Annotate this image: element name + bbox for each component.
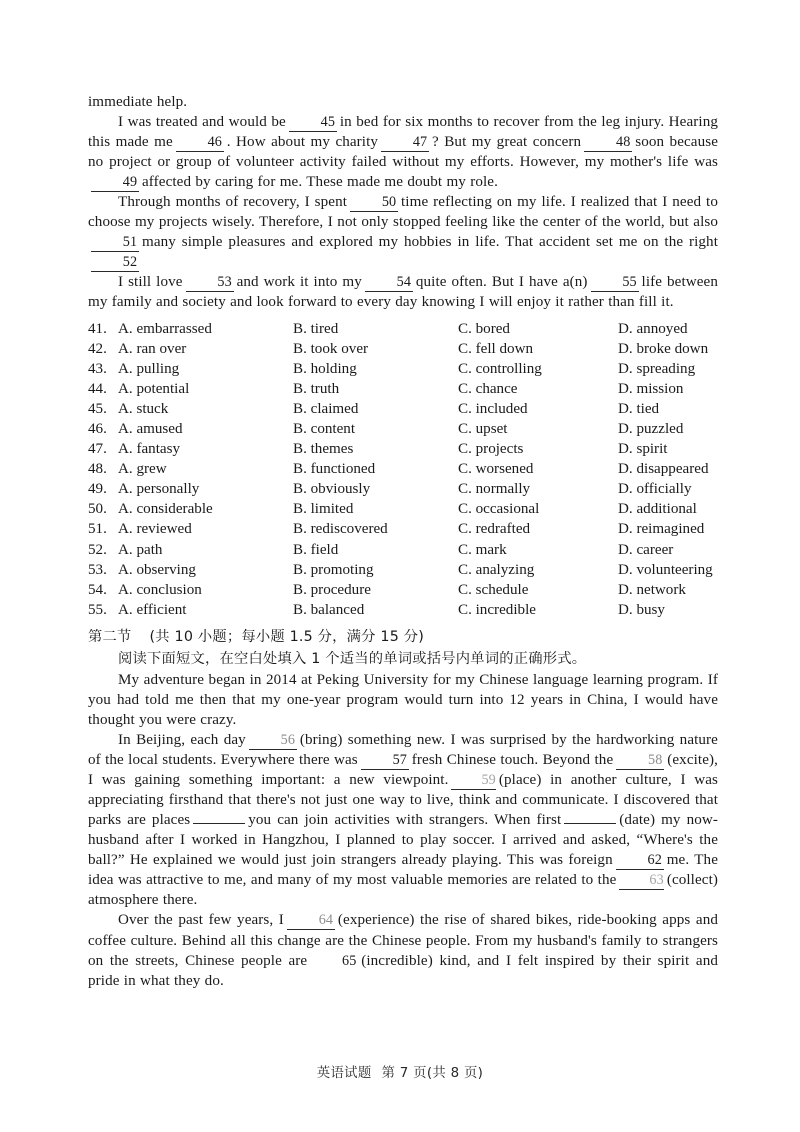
option-d[interactable]: D. reimagined [618, 521, 705, 538]
text-run: In Beijing, each day [118, 732, 246, 749]
section-two-heading [88, 627, 718, 648]
question-number: 53. [88, 561, 107, 578]
option-a[interactable]: A. reviewed [118, 521, 192, 538]
blank-53[interactable]: 53 [186, 274, 234, 292]
grammar-paragraph-2 [88, 730, 718, 910]
blank-62[interactable]: 62 [616, 852, 664, 870]
option-row [88, 499, 718, 519]
question-number: 46. [88, 420, 107, 437]
option-c[interactable]: C. bored [458, 320, 510, 337]
text-run: I was treated and would be [118, 114, 286, 131]
text-run: I still love [118, 274, 183, 291]
option-row [88, 540, 718, 560]
option-b[interactable]: B. field [293, 541, 339, 558]
question-number: 45. [88, 400, 107, 417]
question-number: 42. [88, 340, 107, 357]
option-c[interactable]: C. included [458, 400, 528, 417]
option-b[interactable]: B. claimed [293, 400, 359, 417]
option-row [88, 319, 718, 339]
option-a[interactable]: A. observing [118, 561, 196, 578]
footer-page-number: 第 7 页(共 8 页) [381, 1066, 484, 1081]
text-run: (incredible) kind, and I felt inspired by their spirit and pride in what they do. [88, 952, 718, 989]
option-row [88, 580, 718, 600]
question-number: 44. [88, 380, 107, 397]
text-run: quite often. But I have a(n) [415, 274, 588, 291]
option-d[interactable]: D. additional [618, 501, 697, 518]
text-run: (date) my now-husband after I worked in Hangzhou, I planned to play soccer. I arrived and asked, “Where's the ball?” He explained we would just join strangers already playing. This was foreign [88, 812, 719, 869]
option-a[interactable]: A. embarrassed [118, 320, 212, 337]
option-d[interactable]: D. busy [618, 601, 665, 618]
text-run: in bed for six months to recover from the leg injury. Hearing this made me [88, 114, 718, 151]
option-c[interactable]: C. worsened [458, 461, 534, 478]
cloze-paragraph-3 [88, 272, 718, 312]
text-run: (excite), I was gaining something important: a new viewpoint. [88, 752, 719, 789]
option-a[interactable]: A. potential [118, 380, 190, 397]
option-row [88, 379, 718, 399]
option-c[interactable]: C. incredible [458, 601, 536, 618]
option-b[interactable]: B. took over [293, 340, 369, 357]
blank-64[interactable]: 64 [287, 912, 335, 930]
page-footer [0, 1062, 800, 1081]
option-b[interactable]: B. truth [293, 380, 340, 397]
blank-57[interactable]: 57 [361, 752, 409, 770]
cloze-paragraph-1 [88, 112, 718, 192]
option-a[interactable]: A. efficient [118, 601, 187, 618]
option-a[interactable]: A. grew [118, 461, 167, 478]
option-a[interactable]: A. considerable [118, 501, 213, 518]
question-number: 50. [88, 501, 107, 518]
option-row [88, 519, 718, 539]
option-row [88, 459, 718, 479]
text-run: affected by caring for me. These made me doubt my role. [142, 174, 498, 191]
option-d[interactable]: D. volunteering [618, 561, 713, 578]
text-run: many simple pleasures and explored my hobbies in life. That accident set me on the right [142, 234, 718, 251]
text-run: you can join activities with strangers. When first [248, 812, 562, 829]
option-row [88, 359, 718, 379]
question-number: 43. [88, 360, 107, 377]
text-run: soon because no project or group of volunteer activity failed without my efforts. However, my mother's life was [88, 134, 719, 171]
text-run: fresh Chinese touch. Beyond the [411, 752, 614, 769]
option-b[interactable]: B. obviously [293, 481, 371, 498]
blank-51[interactable]: 51 [91, 234, 139, 252]
question-number: 55. [88, 601, 107, 618]
option-a[interactable]: A. pulling [118, 360, 180, 377]
option-d[interactable]: D. tied [618, 400, 660, 417]
option-d[interactable]: D. spirit [618, 441, 668, 458]
blank-55[interactable]: 55 [591, 274, 639, 292]
question-number: 47. [88, 441, 107, 458]
text-run: time reflecting on my life. I realized that I need to choose my projects wisely. Therefore, I not only stopped feeling like the center of the world, but also [88, 194, 718, 231]
blank-65[interactable]: 65 [342, 952, 357, 969]
option-d[interactable]: D. network [618, 581, 686, 598]
option-c[interactable]: C. chance [458, 380, 518, 397]
blank-47[interactable]: 47 [381, 134, 429, 152]
blank-46[interactable]: 46 [176, 134, 224, 152]
blank-52[interactable]: 52 [91, 254, 139, 272]
text-run: (collect) atmosphere there. [88, 872, 718, 909]
blank-48[interactable]: 48 [584, 134, 632, 152]
option-d[interactable]: D. career [618, 541, 674, 558]
option-d[interactable]: D. spreading [618, 360, 696, 377]
text-run: ? But my great concern [432, 134, 582, 151]
blank-61[interactable] [564, 823, 616, 824]
text-run: . How about my charity [226, 134, 379, 151]
passage-continuation-line: immediate help. [88, 94, 188, 110]
blank-54[interactable]: 54 [365, 274, 413, 292]
option-b[interactable]: B. functioned [293, 461, 376, 478]
option-c[interactable]: C. controlling [458, 360, 542, 377]
option-d[interactable]: D. officially [618, 481, 692, 498]
text-run: (experience) the rise of shared bikes, ride-booking apps and coffee culture. Behind all this change are the Chinese people. From my husband's family to strangers on the streets, Chinese people are [88, 912, 718, 969]
blank-59[interactable]: 59 [451, 772, 495, 790]
option-row [88, 399, 718, 419]
blank-60[interactable] [193, 823, 245, 824]
option-a[interactable]: A. amused [118, 420, 183, 437]
option-c[interactable]: C. schedule [458, 581, 529, 598]
option-c[interactable]: C. upset [458, 420, 508, 437]
cloze-paragraph-2 [88, 192, 718, 272]
question-number: 51. [88, 521, 107, 538]
option-a[interactable]: A. stuck [118, 400, 169, 417]
text-run: Through months of recovery, I spent [118, 194, 348, 211]
option-b[interactable]: B. content [293, 420, 356, 437]
question-number: 49. [88, 481, 107, 498]
option-a[interactable]: A. personally [118, 481, 200, 498]
option-a[interactable]: A. fantasy [118, 441, 181, 458]
option-d[interactable]: D. broke down [618, 340, 709, 357]
option-b[interactable]: B. limited [293, 501, 354, 518]
option-a[interactable]: A. path [118, 541, 163, 558]
blank-63[interactable]: 63 [619, 872, 663, 890]
question-number: 52. [88, 541, 107, 558]
grammar-paragraph-1: My adventure began in 2014 at Peking University for my Chinese language learning program. If you had told me then that my one-year program would turn into 12 years in China, I would have thought you were crazy. [88, 671, 718, 729]
option-c[interactable]: C. redrafted [458, 521, 531, 538]
text-run: (place) in another culture, I was appreciating firsthand that there's not just one way to live, think and communicate. I discovered that parks are places [88, 772, 718, 829]
option-b[interactable]: B. holding [293, 360, 357, 377]
option-b[interactable]: B. balanced [293, 601, 365, 618]
blank-50[interactable]: 50 [350, 194, 398, 212]
text-run: Over the past few years, I [118, 912, 284, 929]
option-row [88, 339, 718, 359]
option-d[interactable]: D. mission [618, 380, 684, 397]
option-row [88, 560, 718, 580]
option-a[interactable]: A. ran over [118, 340, 187, 357]
option-d[interactable]: D. puzzled [618, 420, 684, 437]
question-number: 41. [88, 320, 107, 337]
section-label: 第二节 [88, 628, 132, 645]
multiple-choice-options [88, 319, 718, 620]
option-c[interactable]: C. occasional [458, 501, 540, 518]
option-c[interactable]: C. mark [458, 541, 507, 558]
option-b[interactable]: B. procedure [293, 581, 371, 598]
option-d[interactable]: D. disappeared [618, 461, 709, 478]
option-row [88, 600, 718, 620]
option-row [88, 479, 718, 499]
option-b[interactable]: B. tired [293, 320, 339, 337]
option-row [88, 439, 718, 459]
option-b[interactable]: B. themes [293, 441, 354, 458]
option-b[interactable]: B. rediscovered [293, 521, 388, 538]
option-b[interactable]: B. promoting [293, 561, 374, 578]
question-number: 48. [88, 461, 107, 478]
question-number: 54. [88, 581, 107, 598]
grammar-paragraph-3 [88, 910, 718, 990]
option-row [88, 419, 718, 439]
option-c[interactable]: C. fell down [458, 340, 534, 357]
option-d[interactable]: D. annoyed [618, 320, 688, 337]
option-c[interactable]: C. projects [458, 441, 524, 458]
blank-49[interactable]: 49 [91, 174, 139, 192]
text-run: and work it into my [236, 274, 362, 291]
section-detail: (共 10 小题；每小题 1.5 分，满分 15 分) [149, 628, 425, 645]
option-c[interactable]: C. normally [458, 481, 531, 498]
footer-subject: 英语试题 [316, 1066, 372, 1081]
option-c[interactable]: C. analyzing [458, 561, 535, 578]
text-run: (bring) something new. I was surprised by the hardworking nature of the local students. Everywhere there was [88, 732, 718, 769]
blank-58[interactable]: 58 [616, 752, 664, 770]
blank-56[interactable]: 56 [249, 732, 297, 750]
section-two-instruction: 阅读下面短文，在空白处填入 1 个适当的单词或括号内单词的正确形式。 [118, 650, 587, 667]
option-a[interactable]: A. conclusion [118, 581, 202, 598]
text-run: life between my family and society and look forward to every day knowing I will enjoy it rather than fill it. [88, 274, 718, 311]
text-run: me. The idea was attractive to me, and many of my most valuable memories are related to the [88, 852, 718, 889]
blank-45[interactable]: 45 [289, 114, 337, 132]
